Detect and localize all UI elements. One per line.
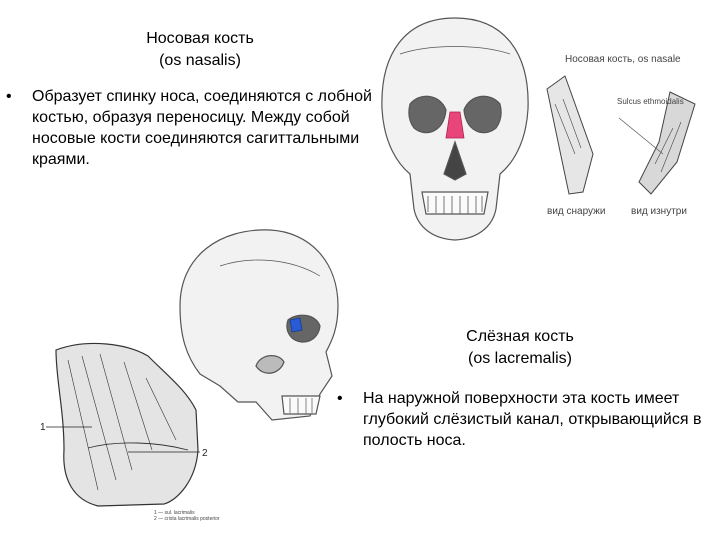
nasal-bone-detail-illustration (535, 44, 715, 224)
lacrimal-bone-bullet: • На наружной поверхности эта кость имеет глубокий слёзистый канал, открывающийся в полость носа. (335, 388, 705, 451)
lacrimal-legend-2: 2 — crista lacrimalis posterior (154, 516, 220, 522)
lacrimal-title-line2: (os lacremalis) (467, 350, 572, 367)
nasal-figure-title: Носовая кость, os nasale (565, 54, 681, 65)
nasal-title-line1: Носовая кость (146, 30, 254, 47)
outside-view-label: вид снаружи (547, 206, 606, 217)
lacrimal-bone-bullets (335, 388, 705, 451)
sulcus-label: Sulcus ethmoidalis (617, 97, 684, 106)
lacrimal-label-1: 1 (40, 422, 46, 433)
nasal-bone-bullet: • Образует спинку носа, соединяются с лобной костью, образуя переносицу. Между собой носовые кости соединяются сагиттальными краями. (4, 86, 374, 170)
lacrimal-label-2: 2 (202, 448, 208, 459)
nasal-title-line2: (os nasalis) (159, 52, 241, 69)
inside-view-label: вид изнутри (631, 206, 687, 217)
lacrimal-bone-highlight (290, 318, 302, 332)
lacrimal-title-line1: Слёзная кость (466, 328, 574, 345)
lacrimal-legend-1: 1 — sul. lacrimalis (154, 510, 195, 516)
skull-front-illustration (370, 14, 540, 244)
nasal-bone-title (100, 28, 300, 72)
nasal-bone-bullets (4, 86, 374, 170)
lacrimal-bone-title (420, 326, 620, 370)
lacrimal-bone-detail-illustration (28, 330, 228, 530)
